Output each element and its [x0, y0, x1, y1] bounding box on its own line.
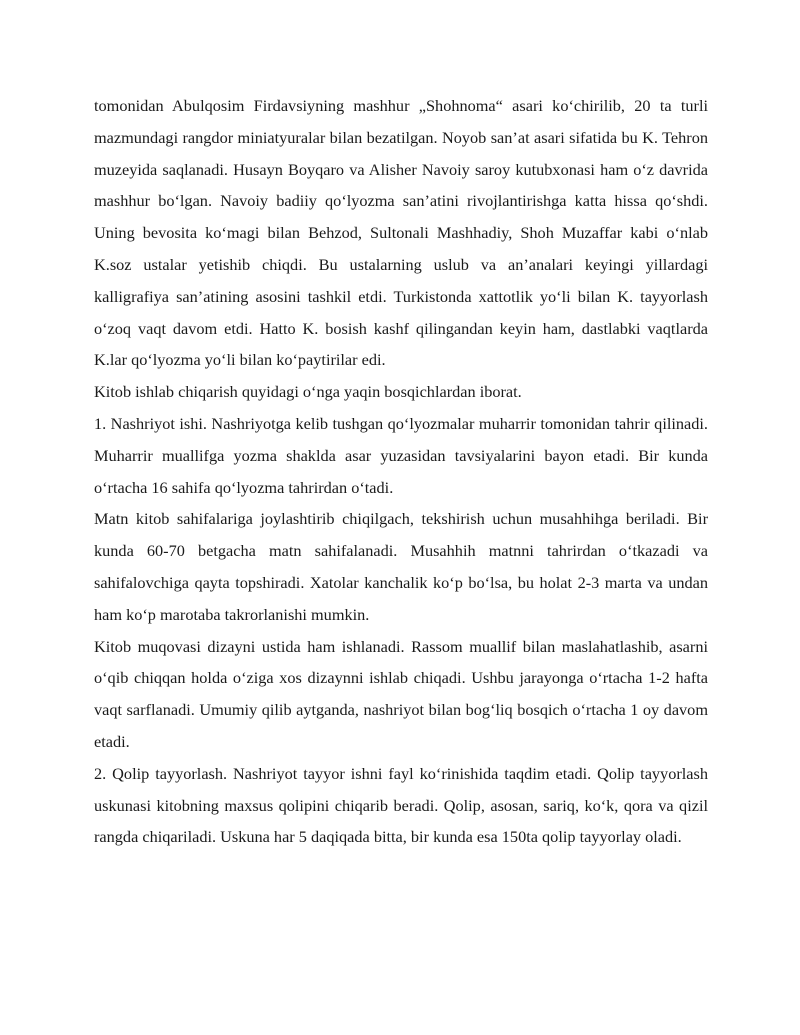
paragraph-publishing-work: 1. Nashriyot ishi. Nashriyotga kelib tushgan qo‘lyozmalar muharrir tomonidan tahrir qilinadi. Muharrir muallifga yozma shaklda asar yuzasidan tavsiyalarini bayon etadi. Bir kunda o‘rtacha 16 sahifa qo‘lyozma tahrirdan o‘tadi.: [94, 413, 708, 497]
paragraph-plate-preparation: 2. Qolip tayyorlash. Nashriyot tayyor ishni fayl ko‘rinishida taqdim etadi. Qolip tayyorlash uskunasi kitobning maxsus qolipini chiqarib beradi. Qolip, asosan, sariq, ko‘k, qora va qizil rangda chiqariladi. Uskuna har 5 daqiqada bitta, bir kunda esa 150ta qolip tayyorlay oladi.: [94, 763, 708, 847]
document-page: [94, 90, 708, 853]
paragraph-cover-design: Kitob muqovasi dizayni ustida ham ishlanadi. Rassom muallif bilan maslahatlashib, asarni o‘qib chiqqan holda o‘ziga xos dizaynni ishlab chiqadi. Ushbu jarayonga o‘rtacha 1-2 hafta vaqt sarflanadi. Umumiy qilib aytganda, nashriyot bilan bog‘liq bosqich o‘rtacha 1 oy davom etadi.: [94, 636, 708, 751]
paragraph-production-stages-intro: Kitob ishlab chiqarish quyidagi o‘nga yaqin bosqichlardan iborat.: [94, 382, 522, 402]
paragraph-proofreading: Matn kitob sahifalariga joylashtirib chiqilgach, tekshirish uchun musahhihga beriladi. Bir kunda 60-70 betgacha matn sahifalanadi. Musahhih matnni tahrirdan o‘tkazadi va sahifalovchiga qayta topshiradi. Xatolar kanchalik ko‘p bo‘lsa, bu holat 2-3 marta va undan ham ko‘p marotaba takrorlanishi mumkin.: [94, 509, 708, 624]
paragraph-shohnoma-history: tomonidan Abulqosim Firdavsiyning mashhur „Shohnoma“ asari ko‘chirilib, 20 ta turli mazmundagi rangdor miniatyuralar bilan bezatilgan. Noyob san’at asari sifatida bu K. Tehron muzeyida saqlanadi. Husayn Boyqaro va Alisher Navoiy saroy kutubxonasi ham o‘z davrida mashhur bo‘lgan. Navoiy badiiy qo‘lyozma san’atini rivojlantirishga katta hissa qo‘shdi. Uning bevosita ko‘magi bilan Behzod, Sultonali Mashhadiy, Shoh Muzaffar kabi o‘nlab K.soz ustalar yetishib chiqdi. Bu ustalarning uslub va an’analari keyingi yillardagi kalligrafiya san’atining asosini tashkil etdi. Turkistonda xattotlik yo‘li bilan K. tayyorlash o‘zoq vaqt davom etdi. Hatto K. bosish kashf qilingandan keyin ham, dastlabki vaqtlarda K.lar qo‘lyozma yo‘li bilan ko‘paytirilar edi.: [94, 96, 708, 370]
